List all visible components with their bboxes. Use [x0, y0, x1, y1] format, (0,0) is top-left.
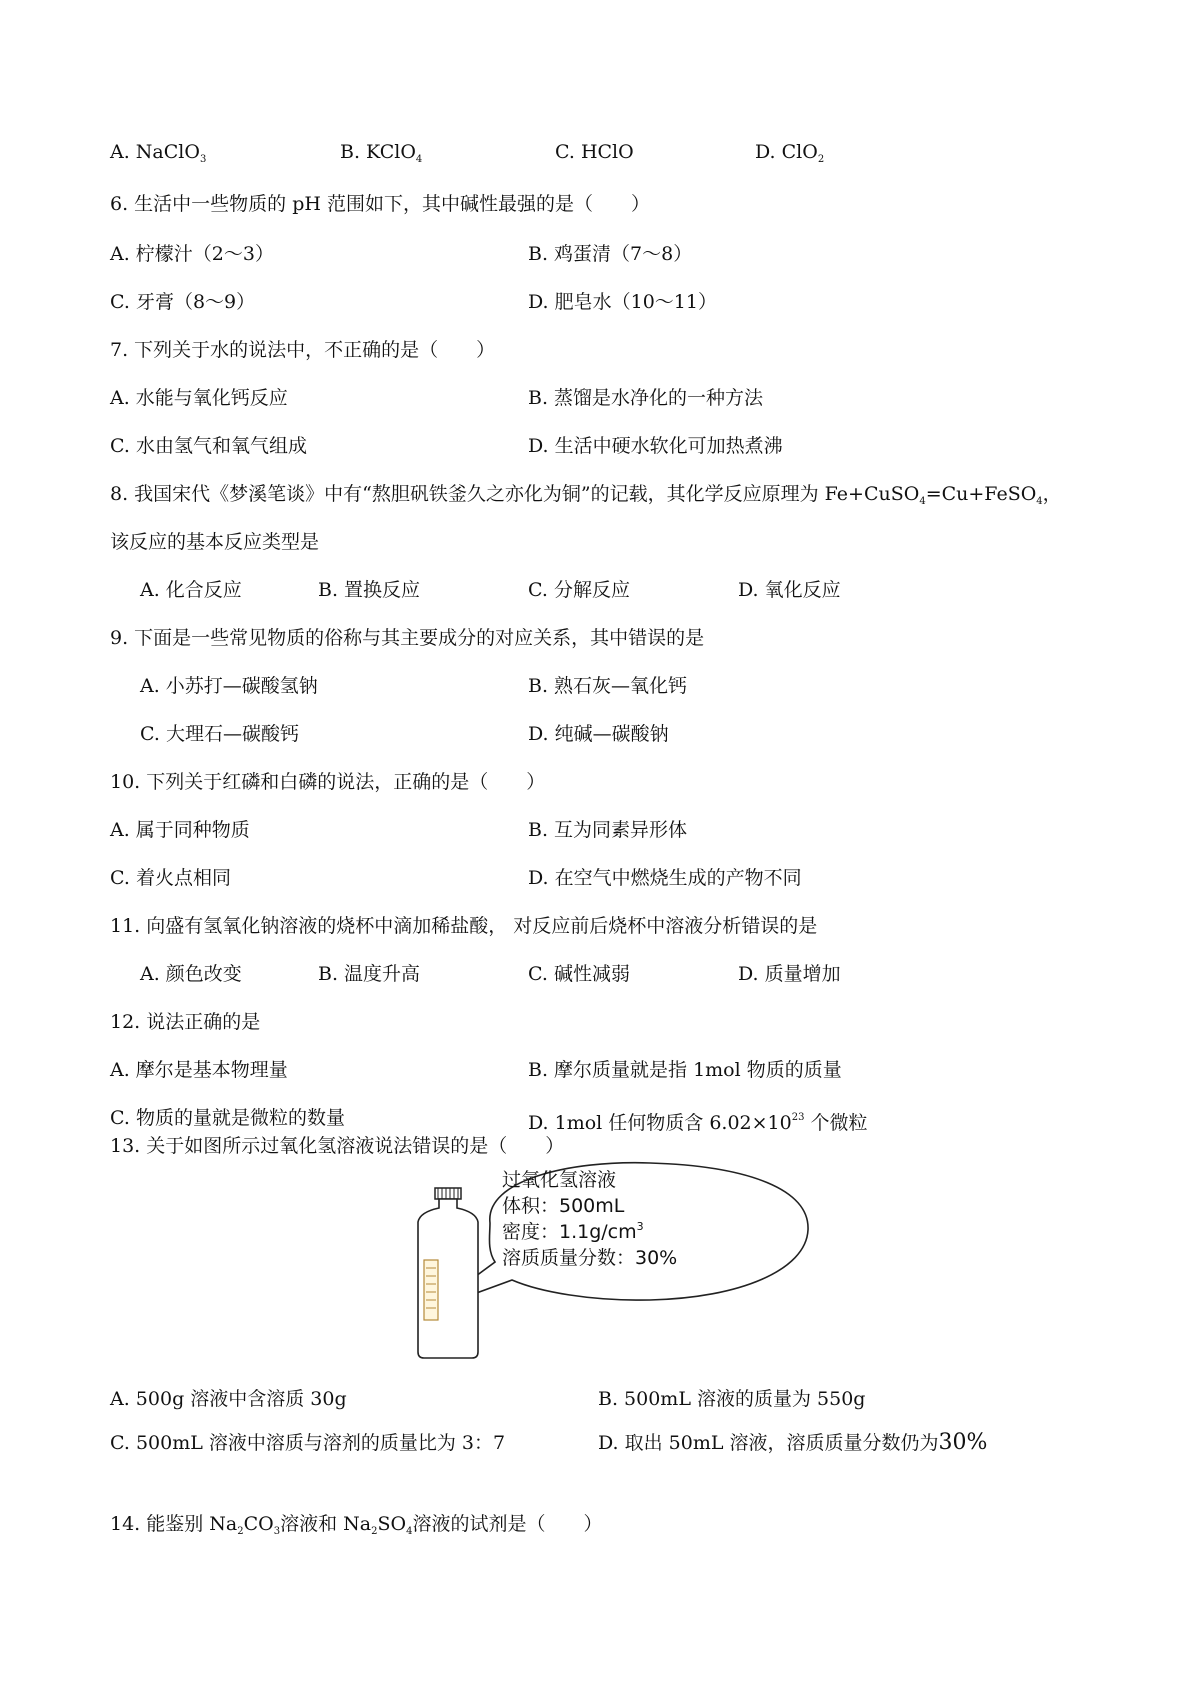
q9-option-a: A. 小苏打—碳酸氢钠	[140, 675, 318, 697]
q5-option-c: C. HClO	[555, 141, 634, 163]
q12-stem: 12. 说法正确的是	[110, 1011, 261, 1033]
q14-stem: 14. 能鉴别 $Na_2CO_3$溶液和 $Na_2SO_4$溶液的试剂是（ ）	[110, 1513, 603, 1537]
hydrogen-peroxide-bottle-figure	[390, 1160, 810, 1365]
q9-option-c: C. 大理石—碳酸钙	[140, 723, 299, 745]
q9-option-b: B. 熟石灰—氧化钙	[528, 675, 688, 697]
q7-option-a: A. 水能与氧化钙反应	[110, 387, 288, 409]
q12-option-a: A. 摩尔是基本物理量	[110, 1059, 288, 1081]
q8-option-a: A. 化合反应	[140, 579, 242, 601]
q5-option-d: D. ClO$_2$	[755, 141, 825, 165]
q8-stem-line2: 该反应的基本反应类型是	[110, 531, 320, 553]
q13-option-b: B. 500mL 溶液的质量为 550g	[598, 1388, 866, 1410]
q12-option-b: B. 摩尔质量就是指 1mol 物质的质量	[528, 1059, 842, 1081]
label-volume: 体积：500mL	[502, 1195, 625, 1217]
q10-option-d: D. 在空气中燃烧生成的产物不同	[528, 867, 802, 889]
label-mass-fraction: 溶质质量分数：30%	[502, 1247, 678, 1269]
q10-option-c: C. 着火点相同	[110, 867, 231, 889]
q10-option-a: A. 属于同种物质	[110, 819, 250, 841]
q6-option-c: C. 牙膏（8～9）	[110, 291, 256, 313]
q6-stem: 6. 生活中一些物质的 pH 范围如下，其中碱性最强的是（ ）	[110, 193, 650, 215]
q13-option-d: D. 取出 50mL 溶液，溶质质量分数仍为30%	[598, 1430, 988, 1455]
q12-option-c: C. 物质的量就是微粒的数量	[110, 1107, 345, 1129]
q13-option-c: C. 500mL 溶液中溶质与溶剂的质量比为 3：7	[110, 1432, 506, 1454]
q5-option-b: B. KClO$_4$	[340, 141, 423, 165]
q11-stem: 11. 向盛有氢氧化钠溶液的烧杯中滴加稀盐酸， 对反应前后烧杯中溶液分析错误的是	[110, 915, 818, 937]
label-title: 过氧化氢溶液	[502, 1169, 617, 1191]
bottle-icon	[418, 1188, 478, 1358]
q7-option-c: C. 水由氢气和氧气组成	[110, 435, 307, 457]
q7-option-d: D. 生活中硬水软化可加热煮沸	[528, 435, 783, 457]
q10-option-b: B. 互为同素异形体	[528, 819, 688, 841]
q13-option-a: A. 500g 溶液中含溶质 30g	[110, 1388, 347, 1410]
q11-option-c: C. 碱性减弱	[528, 963, 630, 985]
q6-option-a: A. 柠檬汁（2～3）	[110, 243, 274, 265]
q11-option-d: D. 质量增加	[738, 963, 841, 985]
q9-option-d: D. 纯碱—碳酸钠	[528, 723, 669, 745]
q9-stem: 9. 下面是一些常见物质的俗称与其主要成分的对应关系，其中错误的是	[110, 627, 705, 649]
q5-option-a: A. NaClO$_3$	[110, 141, 207, 165]
q8-stem: 8. 我国宋代《梦溪笔谈》中有“熬胆矾铁釜久之亦化为铜”的记载，其化学反应原理为 Fe+CuSO$_4$=Cu+FeSO$_4$，	[110, 483, 1062, 507]
q11-option-b: B. 温度升高	[318, 963, 421, 985]
q6-option-b: B. 鸡蛋清（7～8）	[528, 243, 693, 265]
q8-option-c: C. 分解反应	[528, 579, 630, 601]
q8-option-b: B. 置换反应	[318, 579, 421, 601]
q7-option-b: B. 蒸馏是水净化的一种方法	[528, 387, 764, 409]
q10-stem: 10. 下列关于红磷和白磷的说法，正确的是（ ）	[110, 771, 546, 793]
q11-option-a: A. 颜色改变	[140, 963, 242, 985]
q8-option-d: D. 氧化反应	[738, 579, 841, 601]
label-density: 密度：$1.1g/cm^3$	[502, 1220, 644, 1243]
q6-option-d: D. 肥皂水（10～11）	[528, 291, 717, 313]
q12-option-d: D. 1mol 任何物质含 $6.02\times 10^{23}$ 个微粒	[528, 1112, 868, 1134]
q7-stem: 7. 下列关于水的说法中，不正确的是（ ）	[110, 339, 496, 361]
q13-stem: 13. 关于如图所示过氧化氢溶液说法错误的是（ ）	[110, 1135, 565, 1157]
bottle-label-diagram	[390, 1160, 810, 1365]
